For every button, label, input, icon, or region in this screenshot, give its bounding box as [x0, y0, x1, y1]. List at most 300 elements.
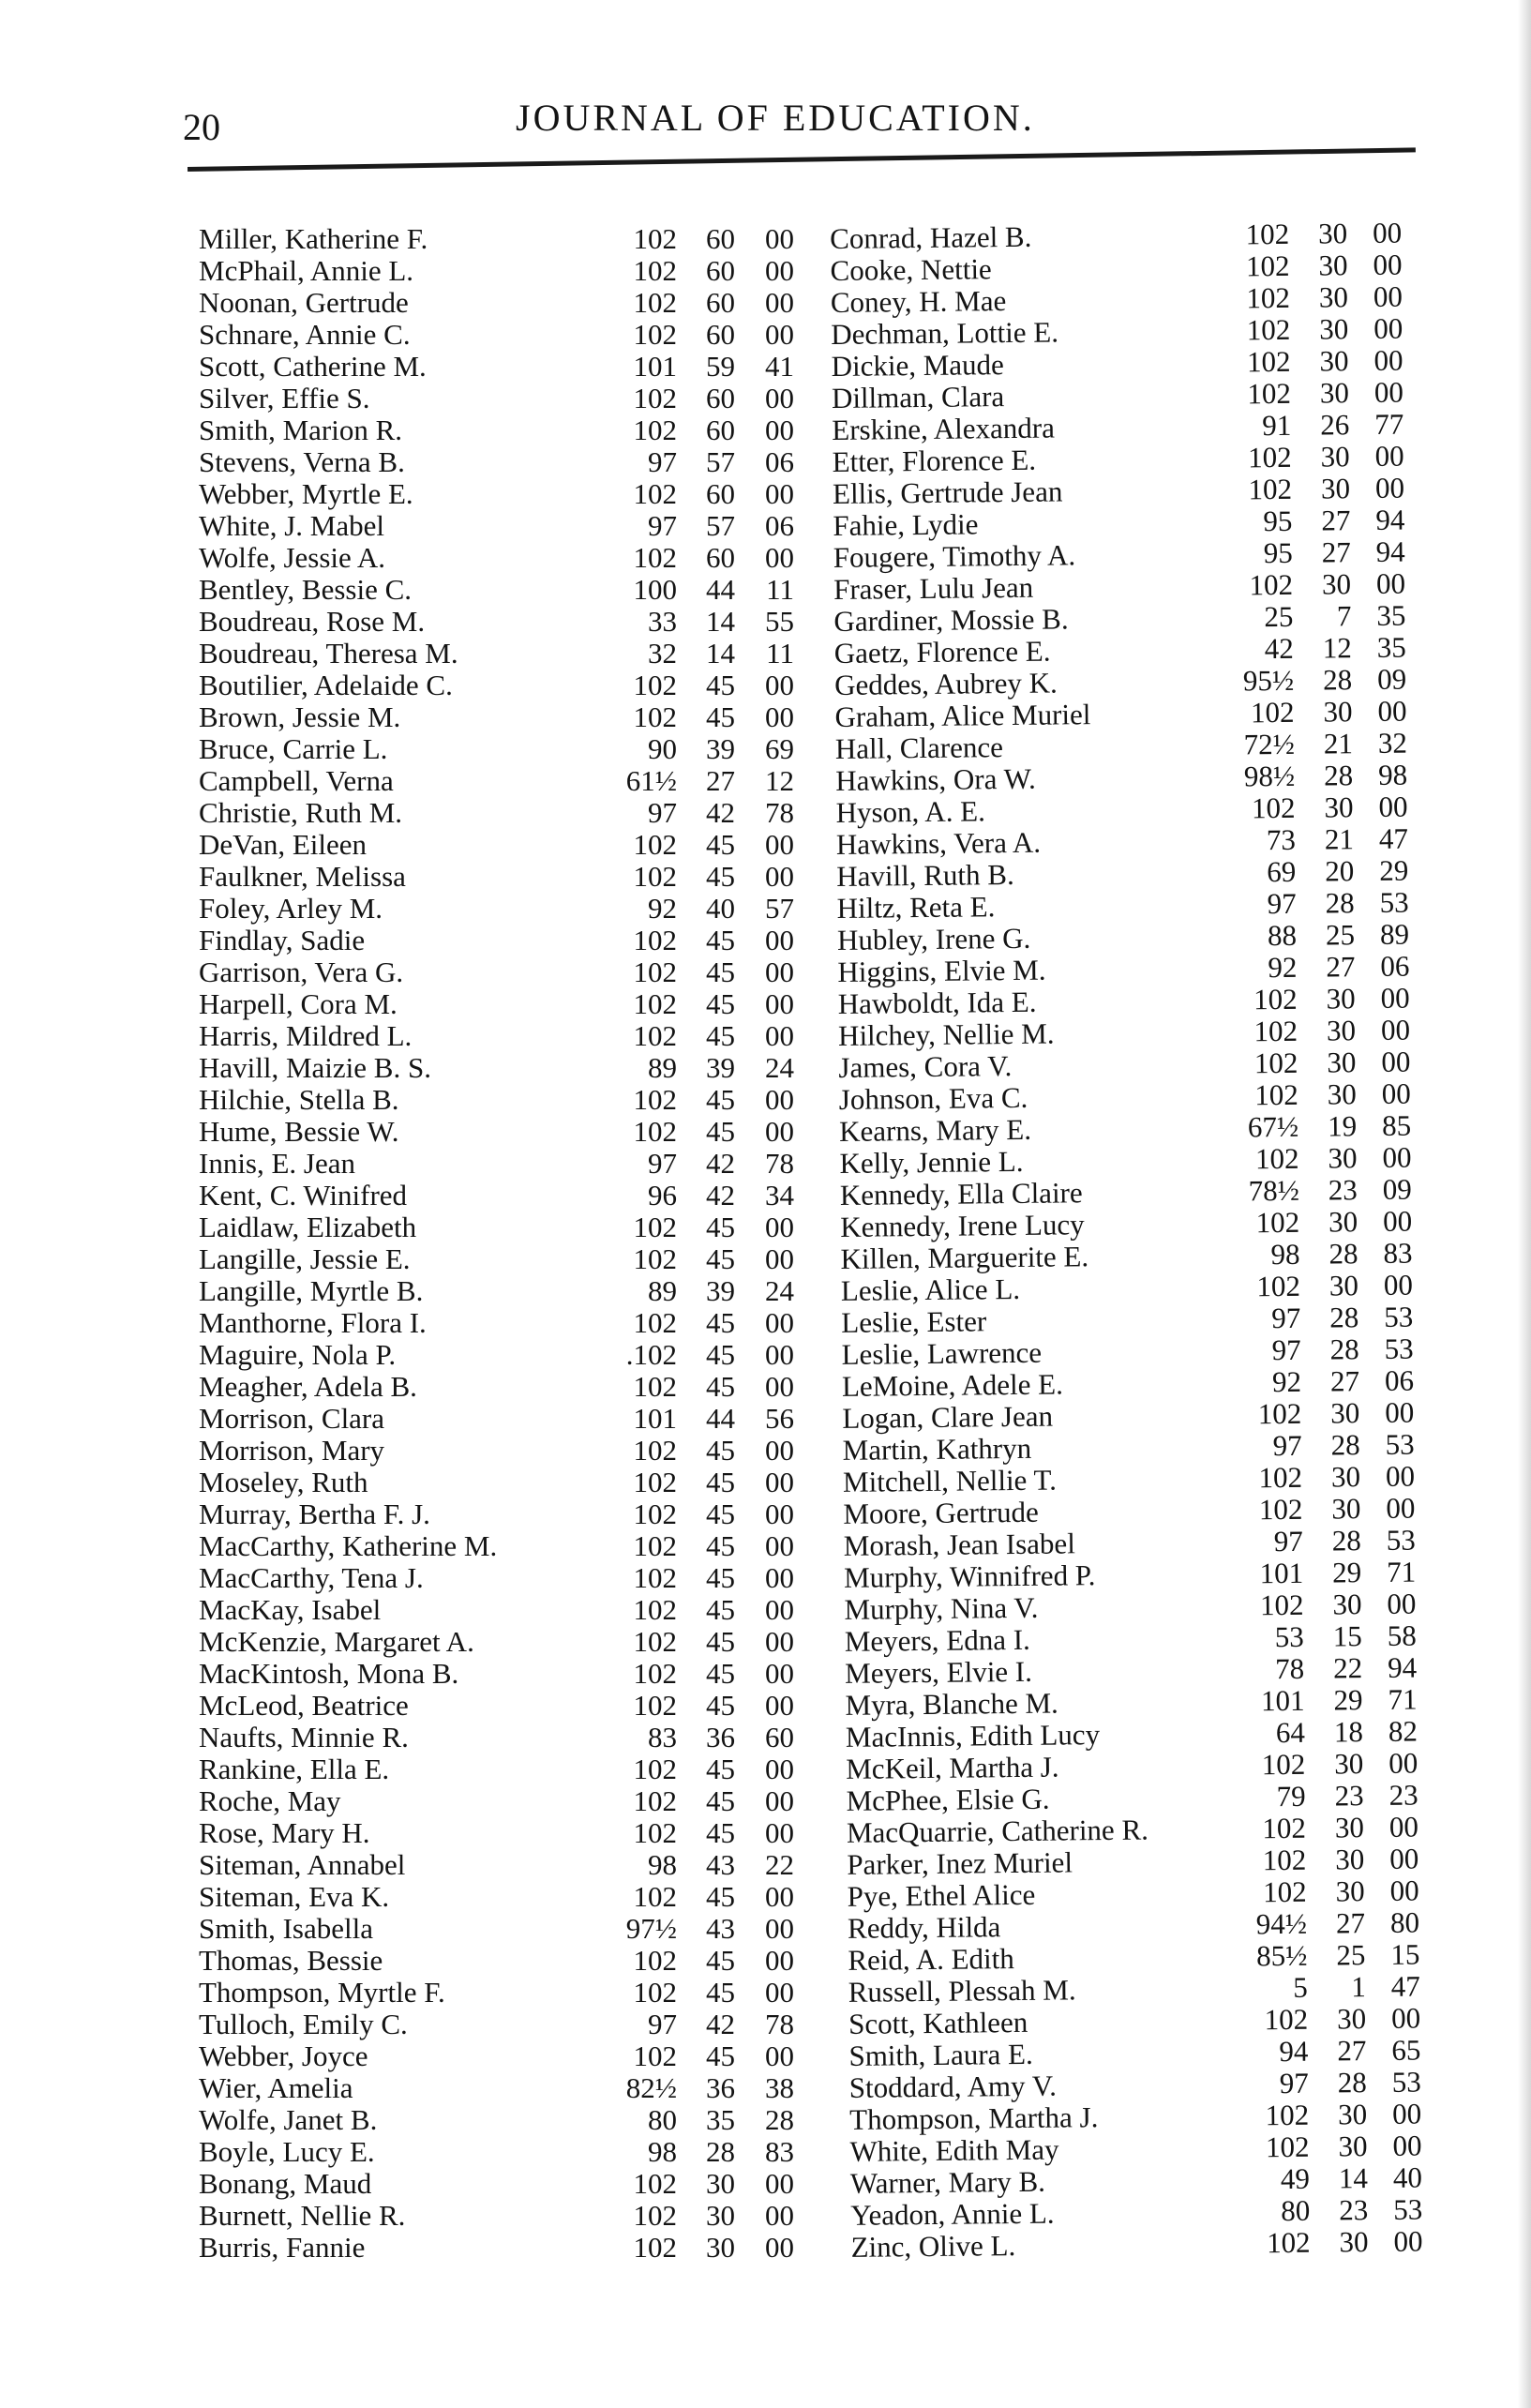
entry-name: Scott, Kathleen — [848, 2005, 1028, 2040]
entry-days: 101 — [633, 1402, 677, 1435]
entry-amount: 57 — [706, 445, 735, 478]
entry-name: Innis, E. Jean — [199, 1147, 356, 1180]
entry-days: 102 — [1262, 1843, 1307, 1877]
entry-cents: 00 — [765, 1306, 794, 1339]
entry-days: 102 — [633, 924, 677, 956]
entry-cents: 00 — [765, 860, 794, 893]
entry-cents: 11 — [766, 637, 794, 670]
entry-amount: 14 — [706, 637, 735, 670]
entry-name: Murray, Bertha F. J. — [199, 1497, 430, 1530]
entry-name: Harris, Mildred L. — [199, 1019, 413, 1052]
entry-amount: 30 — [1328, 1269, 1359, 1302]
entry-days: 61½ — [625, 764, 677, 797]
entry-amount: 28 — [1324, 759, 1354, 792]
entry-cents: 00 — [765, 2167, 794, 2200]
entry-days: 102 — [633, 2231, 677, 2264]
entry-cents: 00 — [1389, 1842, 1419, 1875]
entry-cents: 00 — [1373, 343, 1403, 377]
entry-days: 102 — [1249, 567, 1294, 602]
entry-amount: 21 — [1324, 822, 1355, 856]
entry-amount: 7 — [1336, 599, 1352, 633]
entry-cents: 00 — [765, 1976, 794, 2009]
entry-amount: 29 — [1331, 1556, 1362, 1589]
entry-cents: 00 — [765, 1338, 794, 1371]
entry-days: 78½ — [1248, 1173, 1300, 1208]
entry-cents: 06 — [1384, 1363, 1415, 1397]
entry-days: 102 — [633, 254, 677, 287]
entry-name: Smith, Marion R. — [199, 414, 403, 446]
entry-cents: 00 — [1388, 1810, 1419, 1844]
entry-name: Naufts, Minnie R. — [199, 1721, 409, 1753]
entry-cents: 00 — [765, 1593, 794, 1626]
entry-days: 33 — [648, 605, 677, 638]
entry-name: Murphy, Winnifred P. — [843, 1558, 1096, 1594]
entry-cents: 00 — [1390, 2001, 1421, 2035]
entry-days: 102 — [633, 669, 677, 701]
entry-name: Dechman, Lottie E. — [831, 315, 1059, 351]
entry-name: Bentley, Bessie C. — [199, 573, 413, 606]
entry-cents: 00 — [1393, 2224, 1423, 2258]
entry-days: 102 — [633, 1019, 677, 1052]
entry-amount: 22 — [1332, 1651, 1363, 1685]
entry-amount: 30 — [1334, 1811, 1365, 1844]
entry-days: 102 — [633, 286, 677, 319]
entry-name: Warner, Mary B. — [849, 2164, 1046, 2200]
entry-cents: 00 — [1392, 2129, 1422, 2162]
entry-cents: 00 — [765, 1816, 794, 1849]
entry-days: 102 — [1246, 280, 1291, 315]
entry-name: Miller, Katherine F. — [199, 222, 428, 255]
entry-name: Reid, A. Edith — [848, 1942, 1014, 1977]
entry-cents: 78 — [765, 1147, 794, 1180]
entry-cents: 71 — [1386, 1555, 1417, 1588]
entry-days: 102 — [633, 956, 677, 988]
entry-name: Boutilier, Adelaide C. — [199, 669, 453, 701]
entry-name: Kennedy, Ella Claire — [839, 1176, 1083, 1212]
entry-cents: 00 — [765, 541, 794, 574]
entry-days: 102 — [633, 1497, 677, 1530]
entry-name: Boudreau, Theresa M. — [199, 637, 458, 670]
entry-amount: 60 — [706, 541, 735, 574]
entry-days: 102 — [1254, 1077, 1298, 1112]
entry-amount: 26 — [1320, 408, 1350, 442]
entry-days: 102 — [1250, 695, 1295, 730]
entry-name: Boyle, Lucy E. — [199, 2135, 375, 2168]
entry-days: 102 — [1256, 1269, 1301, 1303]
entry-amount: 57 — [706, 509, 735, 542]
entry-name: Meyers, Elvie I. — [845, 1654, 1033, 1690]
entry-cents: 82 — [1388, 1714, 1418, 1748]
entry-cents: 00 — [1382, 1204, 1413, 1238]
entry-name: Conrad, Hazel B. — [829, 219, 1032, 255]
entry-days: 97 — [648, 796, 677, 829]
entry-amount: 30 — [1321, 567, 1352, 601]
entry-cents: 00 — [765, 2231, 794, 2264]
entry-name: Johnson, Eva C. — [838, 1080, 1028, 1116]
entry-amount: 43 — [706, 1912, 735, 1945]
entry-amount: 30 — [1339, 2225, 1369, 2259]
entry-days: 102 — [1253, 982, 1298, 1016]
entry-cents: 00 — [765, 1466, 794, 1498]
entry-cents: 06 — [1380, 949, 1410, 983]
entry-cents: 00 — [1383, 1268, 1414, 1302]
entry-cents: 53 — [1393, 2192, 1423, 2226]
entry-name: Reddy, Hilda — [847, 1910, 1001, 1945]
entry-cents: 00 — [1374, 439, 1404, 473]
entry-days: 73 — [1266, 822, 1297, 857]
entry-days: 102 — [633, 2167, 677, 2200]
entry-name: Meagher, Adela B. — [199, 1370, 417, 1403]
entry-amount: 60 — [706, 382, 735, 414]
entry-cents: 00 — [765, 1753, 794, 1785]
entry-name: Fraser, Lulu Jean — [833, 570, 1034, 606]
entry-amount: 30 — [1317, 217, 1348, 250]
entry-name: Fahie, Lydie — [833, 507, 979, 542]
entry-days: 102 — [1258, 1492, 1303, 1527]
entry-cents: 98 — [1378, 758, 1408, 791]
entry-name: Cooke, Nettie — [830, 252, 992, 287]
entry-amount: 30 — [1318, 280, 1349, 314]
entry-name: White, Edith May — [849, 2132, 1059, 2168]
entry-name: Stoddard, Amy V. — [848, 2069, 1058, 2104]
entry-days: 91 — [1262, 408, 1292, 443]
entry-days: 95 — [1263, 504, 1293, 538]
entry-days: 102 — [1262, 1874, 1307, 1909]
entry-name: Gaetz, Florence E. — [833, 634, 1051, 670]
entry-name: Tulloch, Emily C. — [199, 2008, 408, 2040]
entry-days: 102 — [1248, 472, 1293, 506]
entry-days: 102 — [633, 1083, 677, 1116]
entry-cents: 69 — [765, 732, 794, 765]
entry-days: 95 — [1263, 535, 1293, 570]
entry-cents: 94 — [1375, 503, 1405, 536]
entry-days: 102 — [1265, 2098, 1310, 2132]
entry-name: MacKintosh, Mona B. — [199, 1657, 459, 1690]
entry-amount: 25 — [1336, 1938, 1366, 1972]
entry-cents: 00 — [765, 1657, 794, 1690]
entry-days: 102 — [1254, 1141, 1299, 1176]
entry-cents: 00 — [765, 828, 794, 861]
entry-days: 102 — [1262, 1811, 1307, 1845]
entry-amount: 30 — [1332, 1588, 1362, 1621]
entry-days: 32 — [648, 637, 677, 670]
entry-days: 102 — [633, 541, 677, 574]
entry-name: Smith, Isabella — [199, 1912, 373, 1945]
entry-amount: 30 — [706, 2167, 735, 2200]
entry-cents: 00 — [1372, 216, 1403, 249]
entry-cents: 53 — [1385, 1427, 1415, 1461]
entry-cents: 00 — [765, 318, 794, 351]
entry-days: 102 — [633, 987, 677, 1020]
entry-cents: 00 — [765, 669, 794, 701]
entry-cents: 40 — [1392, 2160, 1423, 2194]
entry-name: Rankine, Ella E. — [199, 1753, 390, 1785]
entry-name: Erskine, Alexandra — [832, 411, 1056, 446]
entry-days: 88 — [1267, 918, 1298, 953]
entry-cents: 47 — [1378, 821, 1409, 855]
entry-name: Wolfe, Janet B. — [199, 2103, 378, 2136]
entry-cents: 00 — [1382, 1140, 1412, 1174]
entry-amount: 36 — [706, 2071, 735, 2104]
entry-cents: 09 — [1376, 662, 1407, 696]
entry-cents: 53 — [1384, 1300, 1414, 1333]
entry-cents: 00 — [1380, 981, 1410, 1015]
entry-days: 83 — [648, 1721, 677, 1753]
entry-amount: 42 — [706, 2008, 735, 2040]
entry-amount: 30 — [1326, 982, 1356, 1016]
entry-amount: 20 — [1325, 854, 1355, 888]
entry-name: Parker, Inez Muriel — [847, 1845, 1073, 1881]
entry-name: Langille, Myrtle B. — [199, 1274, 424, 1307]
entry-cents: 53 — [1379, 885, 1409, 919]
entry-amount: 30 — [1336, 2002, 1367, 2036]
entry-name: Moore, Gertrude — [843, 1495, 1039, 1530]
entry-amount: 45 — [706, 1561, 735, 1594]
entry-amount: 15 — [1332, 1619, 1362, 1653]
entry-amount: 28 — [1331, 1524, 1361, 1558]
entry-name: Schnare, Annie C. — [199, 318, 411, 351]
entry-amount: 30 — [1326, 1014, 1357, 1047]
entry-amount: 45 — [706, 924, 735, 956]
entry-amount: 39 — [706, 1051, 735, 1084]
entry-days: 102 — [1259, 1588, 1304, 1622]
entry-amount: 45 — [706, 1497, 735, 1530]
entry-cents: 00 — [765, 414, 794, 446]
entry-cents: 00 — [765, 1625, 794, 1658]
entry-name: MacInnis, Edith Lucy — [845, 1718, 1101, 1753]
right-column — [829, 216, 1423, 2264]
entry-name: Garrison, Vera G. — [199, 956, 404, 988]
entry-cents: 00 — [765, 1689, 794, 1722]
entry-amount: 59 — [706, 350, 735, 383]
entry-name: Wier, Amelia — [199, 2071, 353, 2104]
entry-cents: 83 — [765, 2135, 794, 2168]
entry-amount: 45 — [706, 1784, 735, 1817]
entry-amount: 30 — [1319, 376, 1350, 410]
entry-name: Thompson, Myrtle F. — [199, 1976, 445, 2009]
entry-amount: 14 — [706, 605, 735, 638]
entry-days: 97 — [1273, 1524, 1303, 1558]
entry-amount: 28 — [1330, 1428, 1360, 1462]
entry-cents: 53 — [1391, 2065, 1421, 2099]
entry-cents: 32 — [1377, 726, 1408, 760]
entry-name: Dickie, Maude — [831, 348, 1004, 383]
entry-amount: 12 — [1322, 631, 1352, 665]
entry-amount: 45 — [706, 1115, 735, 1148]
entry-amount: 30 — [1335, 1843, 1365, 1876]
entry-cents: 00 — [765, 1561, 794, 1594]
entry-amount: 45 — [706, 1211, 735, 1243]
entry-days: 102 — [633, 1593, 677, 1626]
entry-name: Scott, Catherine M. — [199, 350, 427, 383]
entry-name: Smith, Laura E. — [848, 2037, 1033, 2072]
entry-cents: 55 — [765, 605, 794, 638]
entry-days: 102 — [633, 2039, 677, 2072]
entry-cents: 00 — [765, 1434, 794, 1467]
entry-days: 102 — [1246, 312, 1291, 347]
entry-days: 102 — [633, 1784, 677, 1817]
entry-cents: 80 — [1389, 1905, 1420, 1939]
entry-amount: 30 — [1328, 1205, 1358, 1239]
entry-name: Thomas, Bessie — [199, 1944, 383, 1977]
entry-cents: 00 — [1387, 1587, 1417, 1620]
entry-name: Thompson, Martha J. — [848, 2100, 1099, 2136]
entry-amount: 27 — [1335, 1906, 1366, 1940]
entry-days: 102 — [633, 1689, 677, 1722]
entry-name: Bonang, Maud — [199, 2167, 372, 2200]
entry-cents: 11 — [766, 573, 794, 606]
entry-amount: 30 — [1338, 2130, 1368, 2163]
entry-amount: 45 — [706, 987, 735, 1020]
entry-name: Graham, Alice Muriel — [834, 698, 1091, 733]
entry-cents: 24 — [765, 1051, 794, 1084]
entry-name: Myra, Blanche M. — [845, 1686, 1059, 1722]
entry-amount: 30 — [706, 2231, 735, 2264]
entry-days: 53 — [1274, 1619, 1304, 1654]
entry-amount: 30 — [1318, 248, 1348, 282]
entry-name: Mitchell, Nellie T. — [842, 1463, 1058, 1498]
entry-amount: 30 — [1327, 1046, 1357, 1079]
entry-amount: 30 — [1319, 344, 1349, 378]
entry-name: Hawboldt, Ida E. — [837, 985, 1037, 1020]
entry-cents: 00 — [765, 700, 794, 733]
entry-name: Yeadon, Annie L. — [850, 2196, 1055, 2232]
entry-days: 102 — [1245, 217, 1290, 251]
entry-days: 102 — [633, 318, 677, 351]
entry-name: Silver, Effie S. — [199, 382, 370, 414]
entry-name: Leslie, Lawrence — [841, 1335, 1043, 1371]
entry-days: 102 — [1253, 1014, 1298, 1048]
entry-days: 102 — [633, 1242, 677, 1275]
entry-name: Langille, Jessie E. — [199, 1242, 411, 1275]
entry-cents: 00 — [1375, 566, 1406, 600]
entry-amount: 45 — [706, 1593, 735, 1626]
entry-cents: 77 — [1374, 407, 1404, 441]
entry-amount: 35 — [706, 2103, 735, 2136]
entry-days: 97 — [1279, 2066, 1309, 2100]
entry-cents: 00 — [765, 286, 794, 319]
entry-days: 72½ — [1243, 727, 1296, 761]
entry-name: Rose, Mary H. — [199, 1816, 370, 1849]
entry-days: 79 — [1276, 1779, 1306, 1814]
entry-days: 102 — [633, 1880, 677, 1913]
entry-cents: 15 — [1390, 1937, 1420, 1971]
entry-name: Leslie, Ester — [841, 1304, 987, 1339]
entry-days: 89 — [648, 1051, 677, 1084]
entry-days: 102 — [1245, 248, 1290, 283]
header-rule — [188, 147, 1416, 172]
entry-days: 82½ — [625, 2071, 677, 2104]
entry-days: 102 — [633, 1370, 677, 1403]
entry-name: Hilchie, Stella B. — [199, 1083, 399, 1116]
entry-days: 102 — [633, 860, 677, 893]
entry-name: Noonan, Gertrude — [199, 286, 409, 319]
entry-name: Siteman, Annabel — [199, 1848, 406, 1881]
entry-amount: 28 — [1337, 2066, 1367, 2099]
entry-cents: 00 — [765, 1019, 794, 1052]
entry-name: LeMoine, Adele E. — [841, 1367, 1064, 1403]
entry-name: Kearns, Mary E. — [838, 1112, 1032, 1148]
entry-amount: 40 — [706, 892, 735, 925]
entry-amount: 25 — [1325, 918, 1356, 952]
entry-days: 102 — [633, 700, 677, 733]
entry-name: Webber, Myrtle E. — [199, 477, 413, 510]
entry-days: 102 — [1253, 1046, 1298, 1080]
entry-days: .102 — [625, 1338, 677, 1371]
entry-amount: 60 — [706, 414, 735, 446]
entry-days: 102 — [1258, 1460, 1303, 1495]
entry-cents: 35 — [1376, 598, 1406, 632]
entry-cents: 00 — [765, 1784, 794, 1817]
entry-days: 102 — [633, 1657, 677, 1690]
entry-amount: 60 — [706, 318, 735, 351]
entry-name: Hiltz, Reta E. — [836, 890, 996, 925]
entry-cents: 47 — [1390, 1969, 1420, 2003]
entry-name: Gardiner, Mossie B. — [833, 602, 1069, 638]
entry-name: Hume, Bessie W. — [199, 1115, 399, 1148]
entry-cents: 00 — [1381, 1076, 1411, 1110]
entry-cents: 00 — [1381, 1045, 1411, 1078]
entry-cents: 00 — [765, 382, 794, 414]
entry-cents: 41 — [765, 350, 794, 383]
entry-amount: 45 — [706, 1529, 735, 1562]
entry-cents: 00 — [1380, 1013, 1411, 1046]
entry-days: 97 — [648, 509, 677, 542]
entry-amount: 1 — [1351, 1970, 1366, 2004]
entry-name: Burnett, Nellie R. — [199, 2199, 406, 2232]
entry-name: Leslie, Alice L. — [840, 1272, 1021, 1307]
entry-name: Higgins, Elvie M. — [837, 953, 1046, 988]
entry-name: Zinc, Olive L. — [850, 2229, 1016, 2264]
entry-amount: 27 — [1337, 2034, 1367, 2068]
entry-amount: 28 — [1325, 886, 1355, 920]
entry-cents: 00 — [765, 1497, 794, 1530]
entry-name: Etter, Florence E. — [832, 443, 1037, 478]
entry-cents: 94 — [1387, 1650, 1418, 1684]
entry-name: Fougere, Timothy A. — [833, 538, 1076, 574]
entry-amount: 45 — [706, 1816, 735, 1849]
entry-days: 98 — [648, 1848, 677, 1881]
entry-name: Maguire, Nola P. — [199, 1338, 397, 1371]
entry-amount: 27 — [706, 764, 735, 797]
entry-cents: 00 — [765, 1115, 794, 1148]
entry-cents: 00 — [1373, 311, 1403, 345]
entry-cents: 00 — [765, 1242, 794, 1275]
entry-name: Hilchey, Nellie M. — [837, 1016, 1055, 1052]
entry-cents: 78 — [765, 2008, 794, 2040]
entry-name: Findlay, Sadie — [199, 924, 366, 956]
entry-name: James, Cora V. — [838, 1049, 1013, 1084]
entry-days: 92 — [648, 892, 677, 925]
entry-name: McKeil, Martha J. — [846, 1750, 1059, 1785]
entry-amount: 45 — [706, 700, 735, 733]
entry-cents: 00 — [765, 477, 794, 510]
entry-days: 85½ — [1255, 1938, 1308, 1973]
entry-days: 78 — [1274, 1651, 1305, 1686]
entry-cents: 89 — [1379, 917, 1410, 951]
entry-days: 102 — [633, 1115, 677, 1148]
entry-name: Havill, Maizie B. S. — [199, 1051, 431, 1084]
entry-name: Boudreau, Rose M. — [199, 605, 426, 638]
entry-cents: 00 — [765, 1880, 794, 1913]
entry-amount: 42 — [706, 1179, 735, 1212]
entry-days: 102 — [633, 828, 677, 861]
entry-cents: 58 — [1387, 1618, 1417, 1652]
entry-cents: 00 — [765, 222, 794, 255]
entry-cents: 83 — [1383, 1236, 1413, 1270]
entry-days: 92 — [1271, 1364, 1302, 1399]
entry-cents: 12 — [765, 764, 794, 797]
